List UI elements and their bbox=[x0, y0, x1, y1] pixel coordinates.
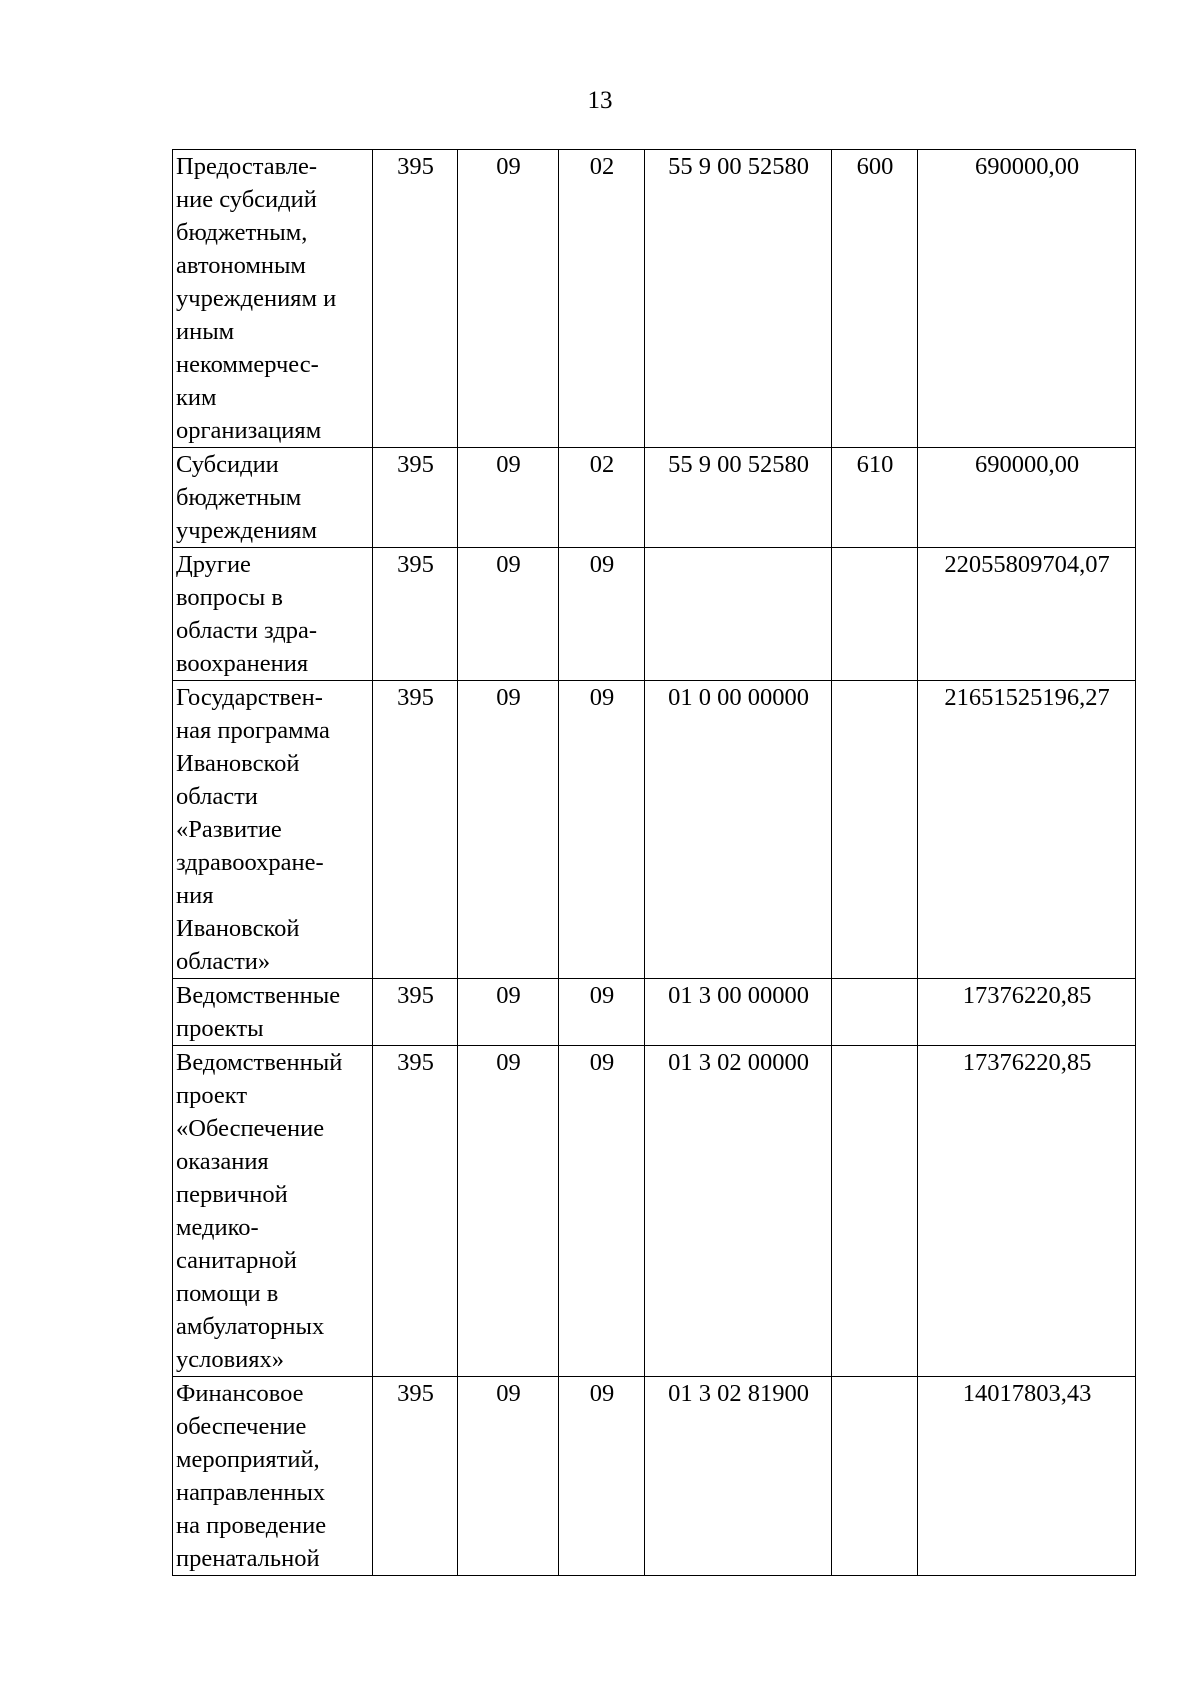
amount-cell: 690000,00 bbox=[918, 150, 1136, 448]
expense-type-cell bbox=[832, 1377, 918, 1576]
expense-type-cell: 610 bbox=[832, 448, 918, 548]
section-code-cell: 09 bbox=[458, 448, 559, 548]
section-code-cell: 09 bbox=[458, 548, 559, 681]
row-name-cell: Ведомственные проекты bbox=[173, 979, 373, 1046]
section-code-cell: 09 bbox=[458, 979, 559, 1046]
amount-cell: 14017803,43 bbox=[918, 1377, 1136, 1576]
budget-table bbox=[172, 149, 1136, 1576]
ved-code-cell: 395 bbox=[373, 681, 458, 979]
ved-code-cell: 395 bbox=[373, 979, 458, 1046]
target-article-cell: 55 9 00 52580 bbox=[645, 448, 832, 548]
target-article-cell bbox=[645, 548, 832, 681]
subsection-code-cell: 09 bbox=[559, 548, 645, 681]
section-code-cell: 09 bbox=[458, 1377, 559, 1576]
row-name-cell: Субсидии бюджетным учреждениям bbox=[173, 448, 373, 548]
subsection-code-cell: 09 bbox=[559, 979, 645, 1046]
table-row bbox=[173, 681, 1136, 979]
ved-code-cell: 395 bbox=[373, 150, 458, 448]
target-article-cell: 01 0 00 00000 bbox=[645, 681, 832, 979]
subsection-code-cell: 02 bbox=[559, 448, 645, 548]
ved-code-cell: 395 bbox=[373, 1046, 458, 1377]
subsection-code-cell: 09 bbox=[559, 1046, 645, 1377]
expense-type-cell bbox=[832, 979, 918, 1046]
amount-cell: 17376220,85 bbox=[918, 979, 1136, 1046]
row-name-cell: Государствен- ная программа Ивановской области «Развитие здравоохране- ния Ивановской области» bbox=[173, 681, 373, 979]
table-row bbox=[173, 1377, 1136, 1576]
row-name-cell: Ведомственный проект «Обеспечение оказания первичной медико- санитарной помощи в амбулаторных условиях» bbox=[173, 1046, 373, 1377]
ved-code-cell: 395 bbox=[373, 1377, 458, 1576]
expense-type-cell bbox=[832, 681, 918, 979]
expense-type-cell bbox=[832, 548, 918, 681]
table-row bbox=[173, 1046, 1136, 1377]
row-name-cell: Предоставле- ние субсидий бюджетным, автономным учреждениям и иным некоммерчес- ким организациям bbox=[173, 150, 373, 448]
table-row bbox=[173, 448, 1136, 548]
target-article-cell: 01 3 00 00000 bbox=[645, 979, 832, 1046]
table-row bbox=[173, 979, 1136, 1046]
target-article-cell: 01 3 02 81900 bbox=[645, 1377, 832, 1576]
section-code-cell: 09 bbox=[458, 681, 559, 979]
row-name-cell: Другие вопросы в области здра- воохранения bbox=[173, 548, 373, 681]
ved-code-cell: 395 bbox=[373, 448, 458, 548]
table-row bbox=[173, 150, 1136, 448]
amount-cell: 21651525196,27 bbox=[918, 681, 1136, 979]
table-row bbox=[173, 548, 1136, 681]
section-code-cell: 09 bbox=[458, 1046, 559, 1377]
page-number: 13 bbox=[587, 87, 613, 114]
subsection-code-cell: 02 bbox=[559, 150, 645, 448]
expense-type-cell: 600 bbox=[832, 150, 918, 448]
target-article-cell: 55 9 00 52580 bbox=[645, 150, 832, 448]
amount-cell: 22055809704,07 bbox=[918, 548, 1136, 681]
subsection-code-cell: 09 bbox=[559, 1377, 645, 1576]
section-code-cell: 09 bbox=[458, 150, 559, 448]
subsection-code-cell: 09 bbox=[559, 681, 645, 979]
ved-code-cell: 395 bbox=[373, 548, 458, 681]
amount-cell: 690000,00 bbox=[918, 448, 1136, 548]
target-article-cell: 01 3 02 00000 bbox=[645, 1046, 832, 1377]
row-name-cell: Финансовое обеспечение мероприятий, направленных на проведение пренатальной bbox=[173, 1377, 373, 1576]
expense-type-cell bbox=[832, 1046, 918, 1377]
amount-cell: 17376220,85 bbox=[918, 1046, 1136, 1377]
